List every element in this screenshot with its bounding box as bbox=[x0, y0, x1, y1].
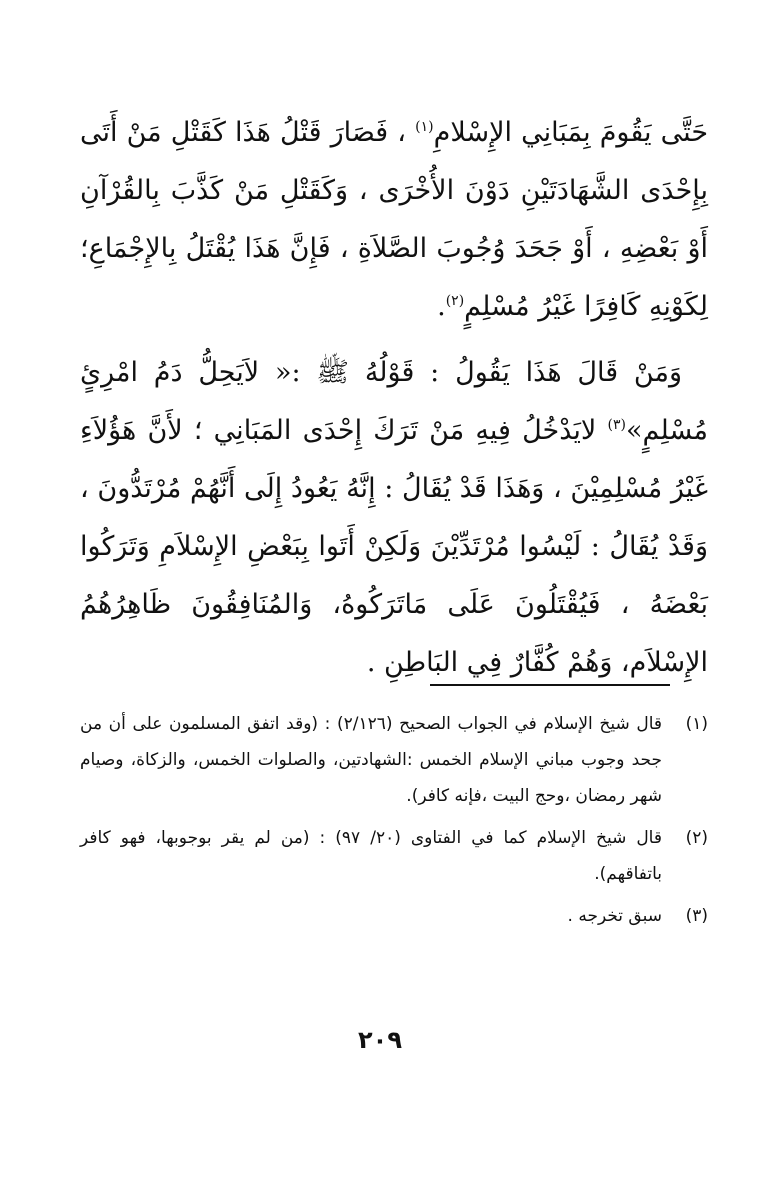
footnote-text: قال شيخ الإسلام في الجواب الصحيح (٢/١٢٦) : (وقد اتفق المسلمون على أن من جحد وجوب مباني الإسلام الخمس :الشهادتين، والصلوات الخمس، والزكاة، وصيام شهر رمضان ،وحج البيت ،فإنه كافر). bbox=[80, 714, 663, 806]
paragraph-1 bbox=[80, 104, 708, 336]
footnote-number: (١) bbox=[685, 714, 708, 734]
footnote-ref-2: (٢) bbox=[445, 293, 465, 309]
paragraph-1-body: ، فَصَارَ قَتْلُ هَذَا كَقَتْلِ مَنْ أَتَى بِإِحْدَى الشَّهَادَتَيْنِ دَوْنَ الأُخْرَى ، وَكَقَتْلِ مَنْ كَذَّبَ بِالقُرْآنِ أَوْ بَعْضِهِ ، أَوْ جَحَدَ وُجُوبَ الصَّلاَةِ ، فَإِنَّ هَذَا يُقْتَلُ بِالإِجْمَاعِ؛ لِكَوْنِهِ كَافِرًا غَيْرُ مُسْلِمٍ bbox=[80, 117, 708, 322]
paragraph-2 bbox=[80, 344, 708, 692]
footnote-divider bbox=[430, 684, 670, 686]
footnote-2 bbox=[80, 820, 708, 892]
footnote-ref-1: (١) bbox=[415, 119, 434, 135]
footnote-text: سبق تخرجه . bbox=[567, 906, 662, 926]
page-number: ٢٠٩ bbox=[358, 1026, 402, 1054]
main-text bbox=[80, 104, 708, 692]
footnote-text: قال شيخ الإسلام كما في الفتاوى (٢٠/ ٩٧) : (من لم يقر بوجوبها، فهو كافر باتفاقهم). bbox=[80, 828, 662, 884]
paragraph-2-start: وَمَنْ قَالَ هَذَا يَقُولُ : قَوْلُهُ ﷺ :« لاَيَحِلُّ دَمُ امْرِئٍ مُسْلِمٍ» bbox=[80, 357, 708, 446]
footnote-1 bbox=[80, 706, 708, 814]
footnote-number: (٢) bbox=[685, 828, 708, 848]
footnotes bbox=[80, 706, 708, 940]
paragraph-2-body: لايَدْخُلُ فِيهِ مَنْ تَرَكَ إِحْدَى المَبَانِي ؛ لأَنَّ هَؤُلاَءِ غَيْرُ مُسْلِمِيْنَ ، وَهَذَا قَدْ يُقَالُ : إِنَّهُ يَعُودُ إِلَى أَنَّهُمْ مُرْتَدُّونَ ، وَقَدْ يُقَالُ : لَيْسُوا مُرْتَدِّيْنَ وَلَكِنْ أَتَوا بِبَعْضِ الإِسْلاَمِ وَتَرَكُوا بَعْضَهُ ، فَيُقْتَلُونَ عَلَى مَاتَرَكُوهُ، وَالمُنَافِقُونَ ظَاهِرُهُمُ الإِسْلاَم، وَهُمْ كُفَّارٌ فِي البَاطِنِ . bbox=[80, 415, 708, 678]
footnote-number: (٣) bbox=[685, 906, 708, 926]
paragraph-1-end: . bbox=[437, 291, 446, 322]
paragraph-1-start: حَتَّى يَقُومَ بِمَبَانِي الإِسْلامِ bbox=[433, 117, 709, 148]
footnote-3 bbox=[80, 898, 708, 934]
footnote-ref-3: (٣) bbox=[607, 417, 627, 433]
